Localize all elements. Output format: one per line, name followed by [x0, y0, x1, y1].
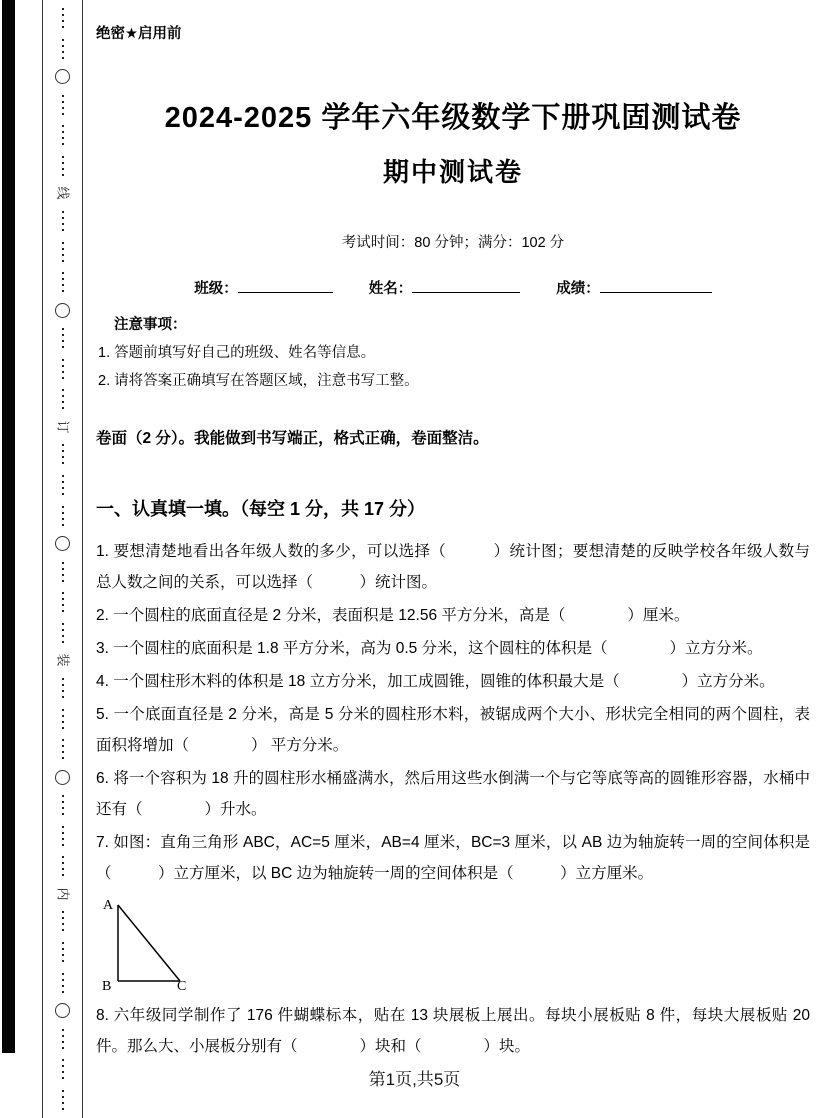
notice-heading: 注意事项： — [114, 317, 187, 333]
paper-content — [96, 0, 810, 1064]
question-3: 3. 一个圆柱的底面积是 1.8 平方分米，高为 0.5 分米，这个圆柱的体积是（ ）立方分米。 — [96, 640, 763, 657]
score-field-label: 成绩： — [556, 281, 600, 297]
binding-char: 内 — [55, 887, 71, 901]
binding-dots — [62, 95, 64, 115]
binding-dots — [62, 1090, 64, 1110]
binding-dots — [62, 973, 64, 993]
question-7: 7. 如图：直角三角形 ABC，AC=5 厘米，AB=4 厘米，BC=3 厘米，以 AB 边为轴旋转一周的空间体积是（ ）立方厘米，以 BC 边为轴旋转一周的空间体积是（ ）立方厘米。 — [96, 834, 810, 882]
vertex-label-b: B — [102, 979, 112, 993]
binding-line-inner — [82, 0, 83, 1118]
page-number: 第1页,共5页 — [368, 1070, 461, 1089]
notice-item-2: 2. 请将答案正确填写在答题区域，注意书写工整。 — [98, 373, 419, 389]
binding-circle — [55, 69, 70, 84]
paper-title: 2024-2025 学年六年级数学下册巩固测试卷 — [164, 102, 742, 134]
question-4: 4. 一个圆柱形木料的体积是 18 立方分米，加工成圆锥，圆锥的体积最大是（ ）立方分米。 — [96, 673, 775, 690]
binding-dots — [62, 506, 64, 526]
binding-dots — [62, 709, 64, 729]
name-field-label: 姓名： — [368, 281, 413, 297]
binding-dots — [62, 8, 64, 28]
section1-questions — [96, 536, 810, 1062]
binding-char: 订 — [55, 420, 71, 434]
vertex-label-a: A — [103, 898, 114, 913]
binding-dots — [62, 942, 64, 962]
binding-strip — [43, 0, 82, 1118]
binding-dots — [62, 795, 64, 815]
binding-circle — [55, 303, 70, 318]
question-5: 5. 一个底面直径是 2 分米，高是 5 分米的圆柱形木料，被锯成两个大小、形状完全相同的两个圆柱，表面积将增加（ ） 平方分米。 — [96, 706, 810, 754]
name-field — [369, 277, 521, 298]
binding-circle — [55, 536, 70, 551]
binding-dots — [62, 739, 64, 759]
binding-circle — [55, 1003, 70, 1018]
triangle-side-ac — [118, 905, 180, 981]
question-6: 6. 将一个容积为 18 升的圆柱形水桶盛满水，然后用这些水倒满一个与它等底等高的圆锥形容器，水桶中还有（ ）升水。 — [96, 770, 810, 818]
binding-dots — [62, 475, 64, 495]
exam-info: 考试时间：80 分钟；满分：102 分 — [341, 235, 565, 251]
paper-neatness-note: 卷面（2 分）。我能做到书写端正，格式正确，卷面整洁。 — [96, 430, 489, 447]
binding-dots — [62, 678, 64, 698]
notice-item-1: 1. 答题前填写好自己的班级、姓名等信息。 — [98, 345, 376, 361]
binding-char: 装 — [55, 653, 71, 667]
binding-dots — [62, 592, 64, 612]
binding-dots — [62, 856, 64, 876]
binding-dots — [62, 826, 64, 846]
binding-dots — [62, 156, 64, 176]
section1-heading: 一、认真填一填。（每空 1 分，共 17 分） — [96, 499, 426, 519]
binding-dots — [62, 211, 64, 231]
binding-dots — [62, 1029, 64, 1049]
class-field-label: 班级： — [194, 281, 238, 297]
class-field — [194, 277, 333, 298]
binding-dots — [62, 125, 64, 145]
secrecy-notice: 绝密★启用前 — [96, 26, 182, 42]
score-field — [556, 277, 712, 298]
scan-edge-bar — [2, 0, 15, 1053]
question-1: 1. 要想清楚地看出各年级人数的多少，可以选择（ ）统计图；要想清楚的反映学校各年级人数与总人数之间的关系，可以选择（ ）统计图。 — [96, 543, 810, 591]
question-8: 8. 六年级同学制作了 176 件蝴蝶标本，贴在 13 块展板上展出。每块小展板贴 8 件，每块大展板贴 20 件。那么大、小展板分别有（ ）块和（ ）块。 — [96, 1007, 810, 1055]
binding-dots — [62, 623, 64, 643]
right-triangle-svg — [96, 893, 206, 993]
paper-subtitle: 期中测试卷 — [382, 157, 523, 187]
binding-char: 线 — [55, 186, 71, 200]
score-blank-line — [600, 278, 712, 293]
class-blank-line — [238, 278, 333, 293]
student-fields-row — [96, 277, 810, 298]
binding-circle — [55, 770, 70, 785]
binding-dots — [62, 272, 64, 292]
binding-dots — [62, 562, 64, 582]
binding-dots — [62, 389, 64, 409]
triangle-figure — [96, 893, 810, 998]
binding-dots — [62, 39, 64, 59]
question-2: 2. 一个圆柱的底面直径是 2 分米，表面积是 12.56 平方分米，高是（ ）厘米。 — [96, 607, 690, 624]
binding-dots — [62, 242, 64, 262]
binding-dots — [62, 444, 64, 464]
vertex-label-c: C — [177, 979, 187, 993]
binding-dots — [62, 359, 64, 379]
binding-dots — [62, 911, 64, 931]
binding-dots — [62, 328, 64, 348]
name-blank-line — [412, 278, 520, 293]
